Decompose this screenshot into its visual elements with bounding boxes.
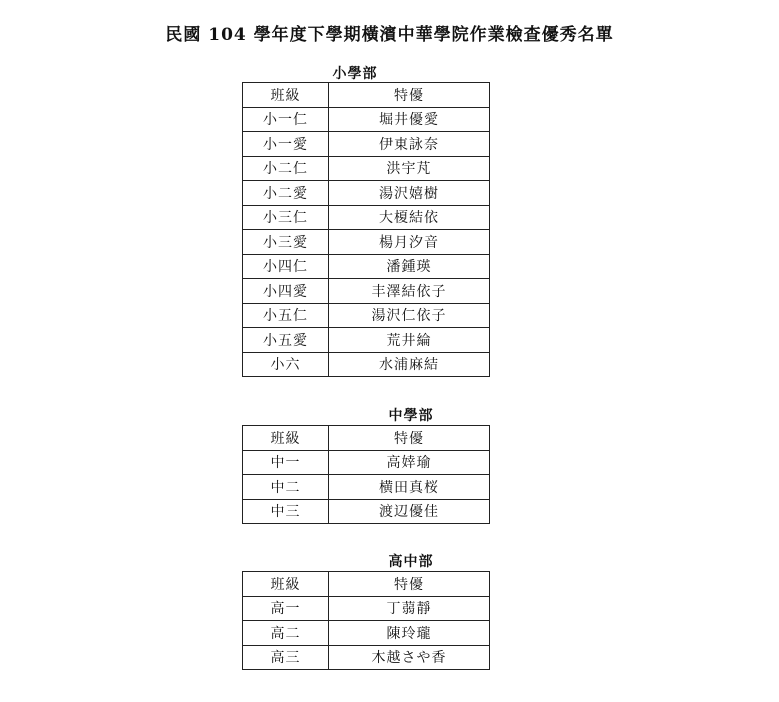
student-name-cell: 陳玲瓏 — [329, 621, 490, 646]
student-name-cell: 丰澤結依子 — [329, 279, 490, 304]
table-row — [243, 499, 490, 524]
table-row — [243, 132, 490, 157]
student-name-cell: 大榎結依 — [329, 205, 490, 230]
table-row — [243, 450, 490, 475]
class-cell: 小二愛 — [243, 181, 329, 206]
student-name-cell: 横田真桜 — [329, 475, 490, 500]
student-name-cell: 潘鍾瑛 — [329, 254, 490, 279]
class-cell: 中二 — [243, 475, 329, 500]
student-name-cell: 楊月汐音 — [329, 230, 490, 255]
class-cell: 小一愛 — [243, 132, 329, 157]
table-row — [243, 230, 490, 255]
class-cell: 高二 — [243, 621, 329, 646]
class-cell: 小三仁 — [243, 205, 329, 230]
class-cell: 小二仁 — [243, 156, 329, 181]
column-header-honor: 特優 — [329, 426, 490, 451]
table-row — [243, 205, 490, 230]
column-header-honor: 特優 — [329, 83, 490, 108]
table-row — [243, 596, 490, 621]
table-row — [243, 156, 490, 181]
class-cell: 高一 — [243, 596, 329, 621]
student-name-cell: 湯沢仁依子 — [329, 303, 490, 328]
section-heading-elementary: 小學部 — [332, 66, 378, 82]
elementary-honor-table — [242, 82, 490, 377]
table-row — [243, 107, 490, 132]
column-header-honor: 特優 — [329, 572, 490, 597]
table-row — [243, 181, 490, 206]
class-cell: 小四愛 — [243, 279, 329, 304]
table-row — [243, 352, 490, 377]
table-row — [243, 645, 490, 670]
student-name-cell: 木越さや香 — [329, 645, 490, 670]
table-header-row — [243, 426, 490, 451]
page-title: 民國 104 學年度下學期橫濱中華學院作業檢查優秀名單 — [165, 25, 614, 45]
table-row — [243, 303, 490, 328]
table-row — [243, 328, 490, 353]
section-heading-high: 高中部 — [388, 554, 434, 570]
class-cell: 小五愛 — [243, 328, 329, 353]
student-name-cell: 荒井綸 — [329, 328, 490, 353]
class-cell: 中一 — [243, 450, 329, 475]
middle-honor-table — [242, 425, 490, 524]
section-heading-middle: 中學部 — [388, 408, 434, 424]
class-cell: 高三 — [243, 645, 329, 670]
student-name-cell: 伊東詠奈 — [329, 132, 490, 157]
class-cell: 小一仁 — [243, 107, 329, 132]
class-cell: 中三 — [243, 499, 329, 524]
student-name-cell: 渡辺優佳 — [329, 499, 490, 524]
class-cell: 小四仁 — [243, 254, 329, 279]
column-header-class: 班級 — [243, 426, 329, 451]
class-cell: 小六 — [243, 352, 329, 377]
table-header-row — [243, 572, 490, 597]
table-row — [243, 621, 490, 646]
table-row — [243, 279, 490, 304]
table-row — [243, 475, 490, 500]
class-cell: 小五仁 — [243, 303, 329, 328]
student-name-cell: 高婞瑜 — [329, 450, 490, 475]
column-header-class: 班級 — [243, 572, 329, 597]
column-header-class: 班級 — [243, 83, 329, 108]
class-cell: 小三愛 — [243, 230, 329, 255]
high-honor-table — [242, 571, 490, 670]
student-name-cell: 丁蒻靜 — [329, 596, 490, 621]
student-name-cell: 洪宇芃 — [329, 156, 490, 181]
student-name-cell: 湯沢嬉樹 — [329, 181, 490, 206]
student-name-cell: 堀井優愛 — [329, 107, 490, 132]
student-name-cell: 水浦麻結 — [329, 352, 490, 377]
table-row — [243, 254, 490, 279]
table-header-row — [243, 83, 490, 108]
